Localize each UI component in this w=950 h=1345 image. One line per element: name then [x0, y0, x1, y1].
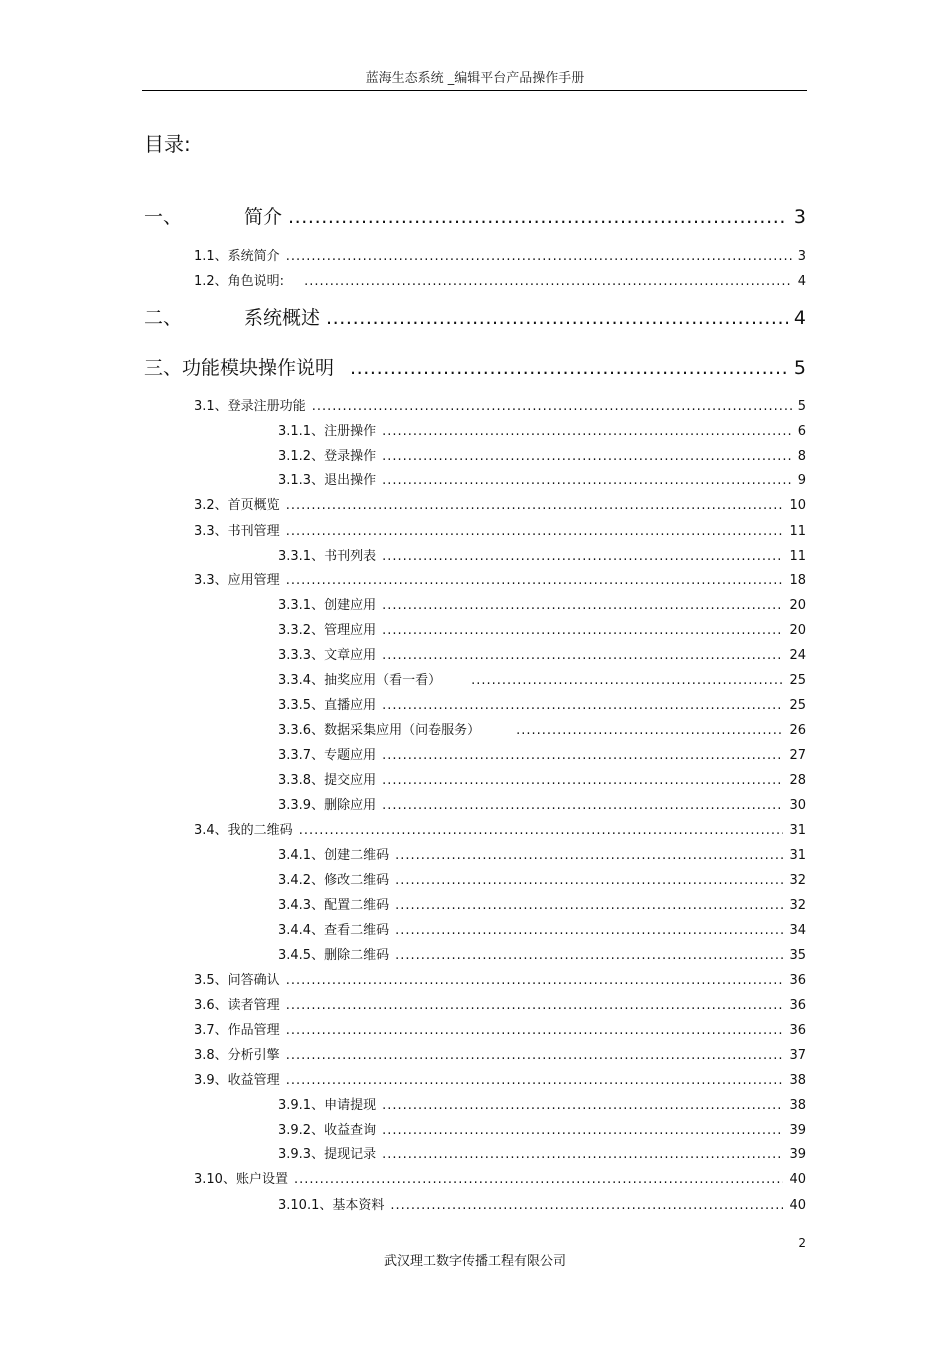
toc-leader	[382, 424, 792, 439]
toc-entry[interactable]	[278, 769, 806, 791]
toc-entry-page: 36	[789, 998, 806, 1013]
toc-leader	[395, 923, 783, 938]
toc-entry-label: 3.3.7、专题应用	[278, 748, 377, 763]
toc-entry-page: 27	[789, 748, 806, 763]
toc-entry-label: 3.8、分析引擎	[194, 1048, 280, 1063]
toc-leader	[395, 848, 783, 863]
toc-entry[interactable]	[194, 1044, 806, 1066]
toc-entry[interactable]	[278, 869, 806, 891]
toc-entry[interactable]	[194, 494, 806, 516]
toc-entry[interactable]	[278, 669, 806, 691]
toc-entry-page: 5	[793, 357, 806, 379]
toc-entry-label: 3.4.1、创建二维码	[278, 848, 390, 863]
toc-entry-label: 3.3.5、直播应用	[278, 698, 377, 713]
toc-entry-page: 4	[797, 274, 806, 289]
toc-entry-page: 8	[797, 449, 806, 464]
toc-leader	[286, 998, 784, 1013]
toc-leader	[395, 873, 783, 888]
toc-leader	[382, 698, 783, 713]
toc-entry-page: 25	[789, 673, 806, 688]
toc-entry[interactable]	[278, 694, 806, 716]
toc-leader	[382, 598, 783, 613]
toc-entry-label: 3.2、首页概览	[194, 498, 280, 513]
toc-entry-label: 3.4.5、删除二维码	[278, 948, 390, 963]
toc-entry-label: 3.9.2、收益查询	[278, 1123, 377, 1138]
toc-entry-page: 20	[789, 623, 806, 638]
toc-entry-page: 38	[789, 1073, 806, 1088]
toc-entry-label: 3.4.2、修改二维码	[278, 873, 390, 888]
toc-leader	[286, 249, 792, 264]
toc-entry[interactable]	[278, 844, 806, 866]
toc-leader	[382, 473, 792, 488]
toc-entry-label: 3.5、问答确认	[194, 973, 280, 988]
toc-entry[interactable]	[278, 744, 806, 766]
toc-entry-page: 31	[789, 823, 806, 838]
toc-leader	[350, 357, 788, 379]
toc-entry[interactable]	[278, 594, 806, 616]
toc-entry-page: 18	[789, 573, 806, 588]
toc-entry-page: 40	[789, 1198, 806, 1213]
toc-entry-page: 32	[789, 898, 806, 913]
toc-entry-label: 3.3、书刊管理	[194, 524, 280, 539]
toc-leader	[382, 1123, 783, 1138]
toc-entry-label: 3.9.3、提现记录	[278, 1147, 377, 1162]
toc-entry-label: 系统概述	[244, 307, 321, 329]
page-number: 2	[798, 1236, 806, 1250]
toc-entry-page: 4	[793, 307, 806, 329]
toc-entry[interactable]	[278, 1119, 806, 1141]
toc-entry-label: 3.6、读者管理	[194, 998, 280, 1013]
toc-leader	[382, 1147, 783, 1162]
toc-entry[interactable]	[278, 944, 806, 966]
toc-entry-page: 11	[789, 549, 806, 564]
toc-leader	[382, 773, 783, 788]
toc-leader	[382, 798, 783, 813]
toc-entry-label: 3.3、应用管理	[194, 573, 280, 588]
toc-entry-page: 32	[789, 873, 806, 888]
toc-entry[interactable]	[278, 420, 806, 442]
toc-leader	[382, 449, 792, 464]
toc-entry[interactable]	[194, 994, 806, 1016]
toc-leader	[395, 948, 783, 963]
toc-entry-page: 9	[797, 473, 806, 488]
toc-entry-page: 40	[789, 1172, 806, 1187]
toc-entry-label: 3.4.4、查看二维码	[278, 923, 390, 938]
toc-entry-number: 二、	[144, 307, 183, 329]
toc-entry-page: 38	[789, 1098, 806, 1113]
toc-entry-label: 3.3.1、书刊列表	[278, 549, 377, 564]
toc-entry-label: 3.4.3、配置二维码	[278, 898, 390, 913]
toc-entry-label: 3.1.2、登录操作	[278, 449, 377, 464]
toc-entry-label: 3.3.6、数据采集应用（问卷服务）	[278, 723, 481, 738]
toc-entry-page: 10	[789, 498, 806, 513]
toc-entry-label: 3.3.3、文章应用	[278, 648, 377, 663]
toc-leader	[382, 748, 783, 763]
toc-entry[interactable]	[194, 819, 806, 841]
toc-leader	[395, 898, 783, 913]
toc-entry[interactable]	[278, 1143, 806, 1165]
toc-leader	[286, 1048, 784, 1063]
toc-entry-label: 3.1.3、退出操作	[278, 473, 377, 488]
toc-entry-label: 3.10.1、基本资料	[278, 1198, 385, 1213]
toc-entry-label: 3.1、登录注册功能	[194, 399, 306, 414]
toc-entry-page: 36	[789, 973, 806, 988]
toc-entry[interactable]	[278, 894, 806, 916]
toc-leader	[286, 1073, 784, 1088]
toc-entry[interactable]	[278, 919, 806, 941]
page-header: 蓝海生态系统 _编辑平台产品操作手册	[365, 71, 585, 86]
toc-leader	[286, 1023, 784, 1038]
toc-entry-page: 11	[789, 524, 806, 539]
toc-entry-page: 35	[789, 948, 806, 963]
toc-entry[interactable]	[278, 619, 806, 641]
toc-entry-page: 6	[797, 424, 806, 439]
toc-entry[interactable]	[194, 520, 806, 542]
toc-leader	[286, 973, 784, 988]
toc-entry-label: 3.4、我的二维码	[194, 823, 293, 838]
toc-entry[interactable]	[194, 270, 806, 292]
toc-entry-page: 25	[789, 698, 806, 713]
toc-entry[interactable]	[194, 569, 806, 591]
toc-entry-label: 3.10、账户设置	[194, 1172, 288, 1187]
toc-entry-label: 3.3.1、创建应用	[278, 598, 377, 613]
toc-entry-label: 3.9、收益管理	[194, 1073, 280, 1088]
toc-entry[interactable]	[194, 1069, 806, 1091]
toc-entry-page: 3	[797, 249, 806, 264]
toc-leader	[294, 1172, 784, 1187]
toc-leader	[286, 524, 784, 539]
toc-title: 目录:	[144, 132, 191, 156]
toc-entry[interactable]	[194, 1019, 806, 1041]
toc-entry-page: 37	[789, 1048, 806, 1063]
toc-entry-label: 1.1、系统简介	[194, 249, 280, 264]
toc-entry-label: 1.2、角色说明:	[194, 274, 285, 289]
toc-leader	[516, 723, 783, 738]
toc-leader	[288, 206, 788, 228]
toc-entry-overview[interactable]	[144, 303, 806, 333]
toc-entry-page: 36	[789, 1023, 806, 1038]
toc-entry-label: 3.3.8、提交应用	[278, 773, 377, 788]
toc-entry[interactable]	[278, 1194, 806, 1216]
toc-entry-page: 39	[789, 1147, 806, 1162]
toc-entry-label: 3.9.1、申请提现	[278, 1098, 377, 1113]
toc-leader	[382, 623, 783, 638]
toc-entry-page: 34	[789, 923, 806, 938]
toc-entry-page: 31	[789, 848, 806, 863]
toc-leader	[390, 1198, 783, 1213]
toc-leader	[304, 274, 792, 289]
toc-leader	[299, 823, 784, 838]
toc-entry-label: 3.3.9、删除应用	[278, 798, 377, 813]
toc-entry[interactable]	[278, 445, 806, 467]
toc-entry[interactable]	[194, 1168, 806, 1190]
toc-entry-page: 3	[793, 206, 806, 228]
toc-leader	[326, 307, 788, 329]
toc-leader	[382, 648, 783, 663]
toc-entry[interactable]	[278, 719, 806, 741]
toc-entry-intro[interactable]	[144, 202, 806, 232]
toc-entry-number: 一、	[144, 206, 183, 228]
toc-entry-page: 26	[789, 723, 806, 738]
toc-entry[interactable]	[278, 794, 806, 816]
toc-entry-label: 简介	[244, 206, 283, 228]
toc-entry-label: 3.3.4、抽奖应用（看一看）	[278, 673, 442, 688]
toc-entry[interactable]	[278, 644, 806, 666]
toc-leader	[471, 673, 783, 688]
toc-leader	[382, 1098, 783, 1113]
toc-entry[interactable]	[194, 969, 806, 991]
toc-entry[interactable]	[194, 245, 806, 267]
toc-entry-page: 39	[789, 1123, 806, 1138]
toc-entry-page: 30	[789, 798, 806, 813]
toc-entry-page: 28	[789, 773, 806, 788]
toc-entry-label: 3.7、作品管理	[194, 1023, 280, 1038]
toc-entry-label: 3.3.2、管理应用	[278, 623, 377, 638]
page-footer: 武汉理工数字传播工程有限公司	[383, 1254, 566, 1269]
toc-entry[interactable]	[278, 1094, 806, 1116]
toc-entry-page: 24	[789, 648, 806, 663]
toc-entry-modules[interactable]	[144, 353, 806, 383]
toc-entry-page: 5	[797, 399, 806, 414]
toc-leader	[382, 549, 783, 564]
toc-leader	[286, 573, 784, 588]
toc-entry-label: 3.1.1、注册操作	[278, 424, 377, 439]
toc-entry[interactable]	[278, 545, 806, 567]
toc-entry-label: 三、功能模块操作说明	[144, 357, 335, 379]
toc-entry[interactable]	[278, 469, 806, 491]
toc-entry[interactable]	[194, 395, 806, 417]
toc-entry-page: 20	[789, 598, 806, 613]
toc-leader	[312, 399, 792, 414]
toc-leader	[286, 498, 784, 513]
header-rule	[142, 90, 807, 91]
